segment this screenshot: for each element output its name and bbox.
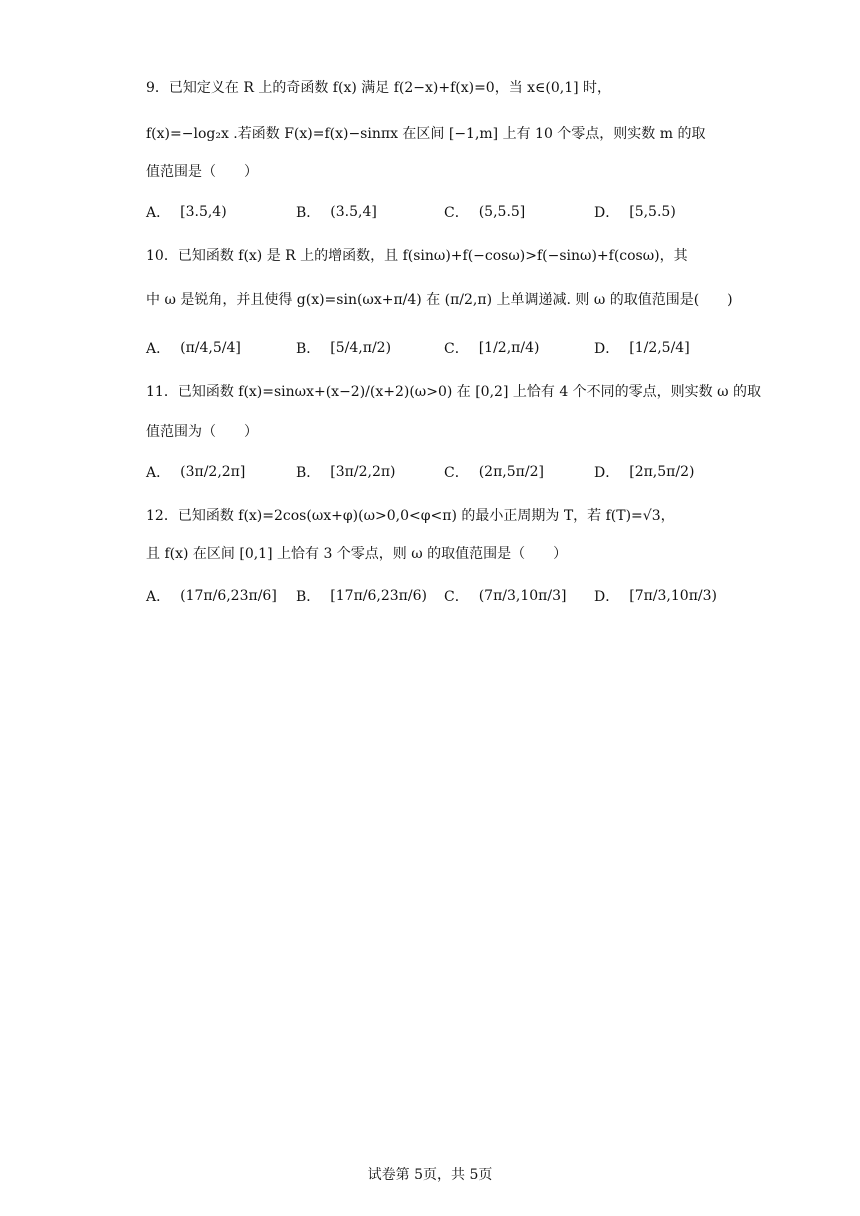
q11-option-b: B． [3π/2,2π) [296,464,396,481]
q11-line2: 值范围为（ ） [146,424,258,440]
q11-option-a: A． (3π/2,2π] [146,464,246,481]
q10-option-a: A． (π/4,5/4] [146,340,241,357]
q9-line2: f(x)=−log₂x .若函数 F(x)=f(x)−sinπx 在区间 [−1,m] 上有 10 个零点，则实数 m 的取 [146,126,706,142]
q9-option-d: D． [5,5.5) [594,204,676,221]
q10-options [146,328,766,368]
q9-line3: 值范围是（ ） [146,164,258,180]
q11-option-c: C． (2π,5π/2] [444,464,544,481]
q12-line2: 且 f(x) 在区间 [0,1] 上恰有 3 个零点，则 ω 的取值范围是（ ） [146,546,568,562]
q12-option-c: C． (7π/3,10π/3] [444,588,567,605]
q9-option-c: C． (5,5.5] [444,204,526,221]
q12-option-a: A． (17π/6,23π/6] [146,588,277,605]
page-footer: 试卷第 5页，共 5页 [367,1167,493,1183]
q9-option-b: B． (3.5,4] [296,204,377,221]
q10-line2: 中 ω 是锐角，并且使得 g(x)=sin(ωx+π/4) 在 (π/2,π) 上单调递减. 则 ω 的取值范围是( ) [146,292,733,308]
q10-option-c: C． [1/2,π/4) [444,340,540,357]
q10-option-b: B． [5/4,π/2) [296,340,392,357]
q12-option-d: D． [7π/3,10π/3) [594,588,717,605]
q10-option-d: D． [1/2,5/4] [594,340,690,357]
q9-line1: 9．已知定义在 R 上的奇函数 f(x) 满足 f(2−x)+f(x)=0，当 x∈(0,1] 时， [146,80,612,96]
q11-options [146,452,766,492]
q9-option-a: A． [3.5,4) [146,204,227,221]
q12-option-b: B． [17π/6,23π/6) [296,588,427,605]
q12-options [146,576,766,616]
q9-options [146,192,766,232]
q10-line1: 10．已知函数 f(x) 是 R 上的增函数，且 f(sinω)+f(−cosω)>f(−sinω)+f(cosω)，其 [146,248,688,264]
q11-line1: 11．已知函数 f(x)=sinωx+(x−2)/(x+2)(ω>0) 在 [0,2] 上恰有 4 个不同的零点，则实数 ω 的取 [146,384,761,400]
q12-line1: 12．已知函数 f(x)=2cos(ωx+φ)(ω>0,0<φ<π) 的最小正周期为 T，若 f(T)=√3， [146,508,675,524]
q11-option-d: D． [2π,5π/2) [594,464,695,481]
